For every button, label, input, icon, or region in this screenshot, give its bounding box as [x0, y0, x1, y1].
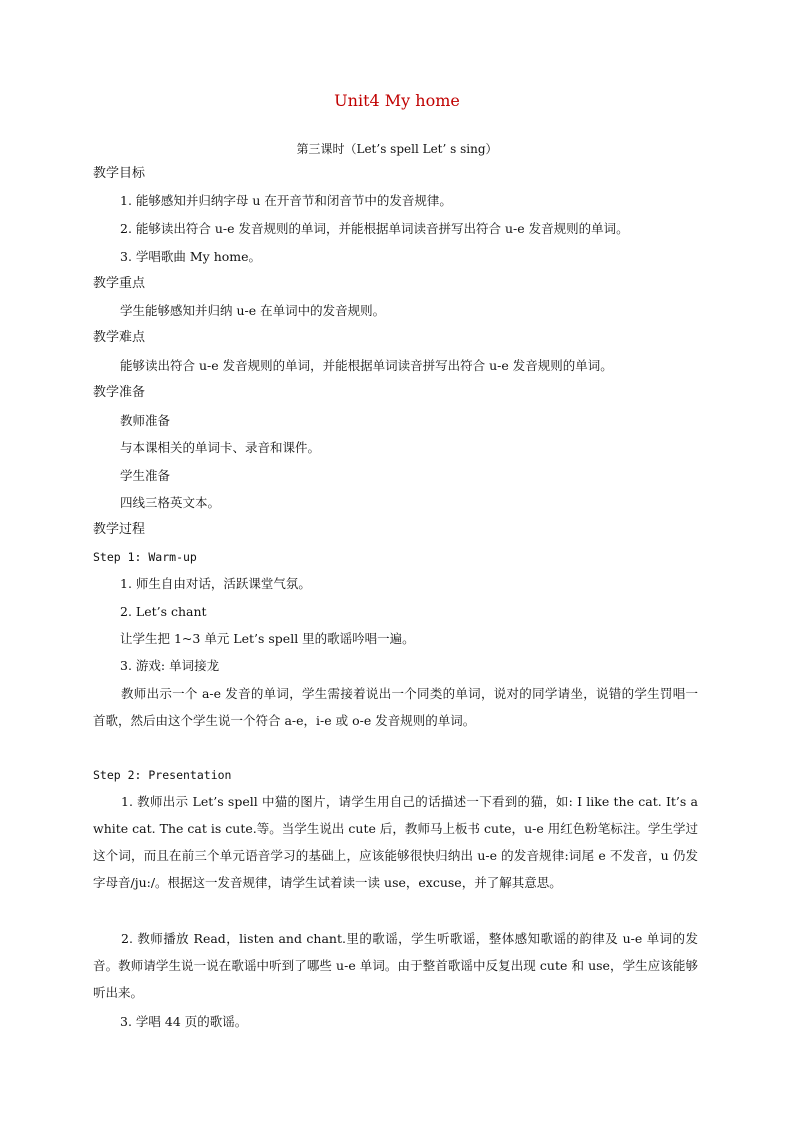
step1-title: Step 1: Warm-up — [93, 550, 197, 564]
step2-paragraph: 2. 教师播放 Read，listen and chant.里的歌谣，学生听歌谣，整体感知歌谣的韵律及 u-e 单词的发音。教师请学生说一说在歌谣中听到了哪些 u-e 单词。由于整首歌谣中反复出现 cute 和 use，学生应该能够听出来。 — [93, 931, 698, 1000]
keypoints-heading: 教学重点 — [93, 276, 146, 291]
goal-item: 2. 能够读出符合 u-e 发音规则的单词，并能根据单词读音拼写出符合 u-e 发音规则的单词。 — [120, 221, 629, 236]
goal-item: 3. 学唱歌曲 My home。 — [120, 249, 262, 264]
teacher-prep-text: 与本课相关的单词卡、录音和课件。 — [120, 440, 321, 455]
process-heading: 教学过程 — [93, 522, 146, 537]
difficulties-text: 能够读出符合 u-e 发音规则的单词，并能根据单词读音拼写出符合 u-e 发音规则的单词。 — [120, 358, 613, 373]
step1-paragraph: 教师出示一个 a-e 发音的单词，学生需接着说出一个同类的单词，说对的同学请坐，说错的学生罚唱一首歌，然后由这个学生说一个符合 a-e，i-e 或 o-e 发音规则的单词。 — [93, 686, 698, 728]
step2-title: Step 2: Presentation — [93, 768, 232, 782]
keypoints-text: 学生能够感知并归纳 u-e 在单词中的发音规则。 — [120, 303, 386, 318]
lesson-subtitle: 第三课时（Let’s spell Let’ s sing） — [296, 142, 498, 156]
teacher-prep-label: 教师准备 — [120, 413, 171, 428]
document-title: Unit4 My home — [334, 91, 460, 110]
step1-item: 2. Let’s chant — [120, 604, 207, 619]
step2-item: 3. 学唱 44 页的歌谣。 — [120, 1014, 248, 1029]
prep-heading: 教学准备 — [93, 385, 146, 400]
goal-item: 1. 能够感知并归纳字母 u 在开音节和闭音节中的发音规律。 — [120, 193, 452, 208]
student-prep-label: 学生准备 — [120, 468, 171, 483]
goals-heading: 教学目标 — [93, 166, 146, 181]
step1-item: 3. 游戏: 单词接龙 — [120, 658, 220, 673]
difficulties-heading: 教学难点 — [93, 330, 146, 345]
student-prep-text: 四线三格英文本。 — [120, 495, 221, 510]
step2-paragraph: 1. 教师出示 Let’s spell 中猫的图片，请学生用自己的话描述一下看到的猫，如: I like the cat. It’s a white cat. The cat is cute.等。当学生说出 cute 后，教师马上板书 cute，u-e 用红色粉笔标注。学生学过这个词，而且在前三个单元语音学习的基础上，应该能够很快归纳出 u-e 的发音规律:词尾 e 不发音，u 仍发字母音/ju:/。根据这一发音规律，请学生试着读一读 use，excuse，并了解其意思。 — [93, 794, 698, 890]
step1-item: 1. 师生自由对话，活跃课堂气氛。 — [120, 576, 311, 591]
step1-item-text: 让学生把 1~3 单元 Let’s spell 里的歌谣吟唱一遍。 — [120, 631, 415, 646]
